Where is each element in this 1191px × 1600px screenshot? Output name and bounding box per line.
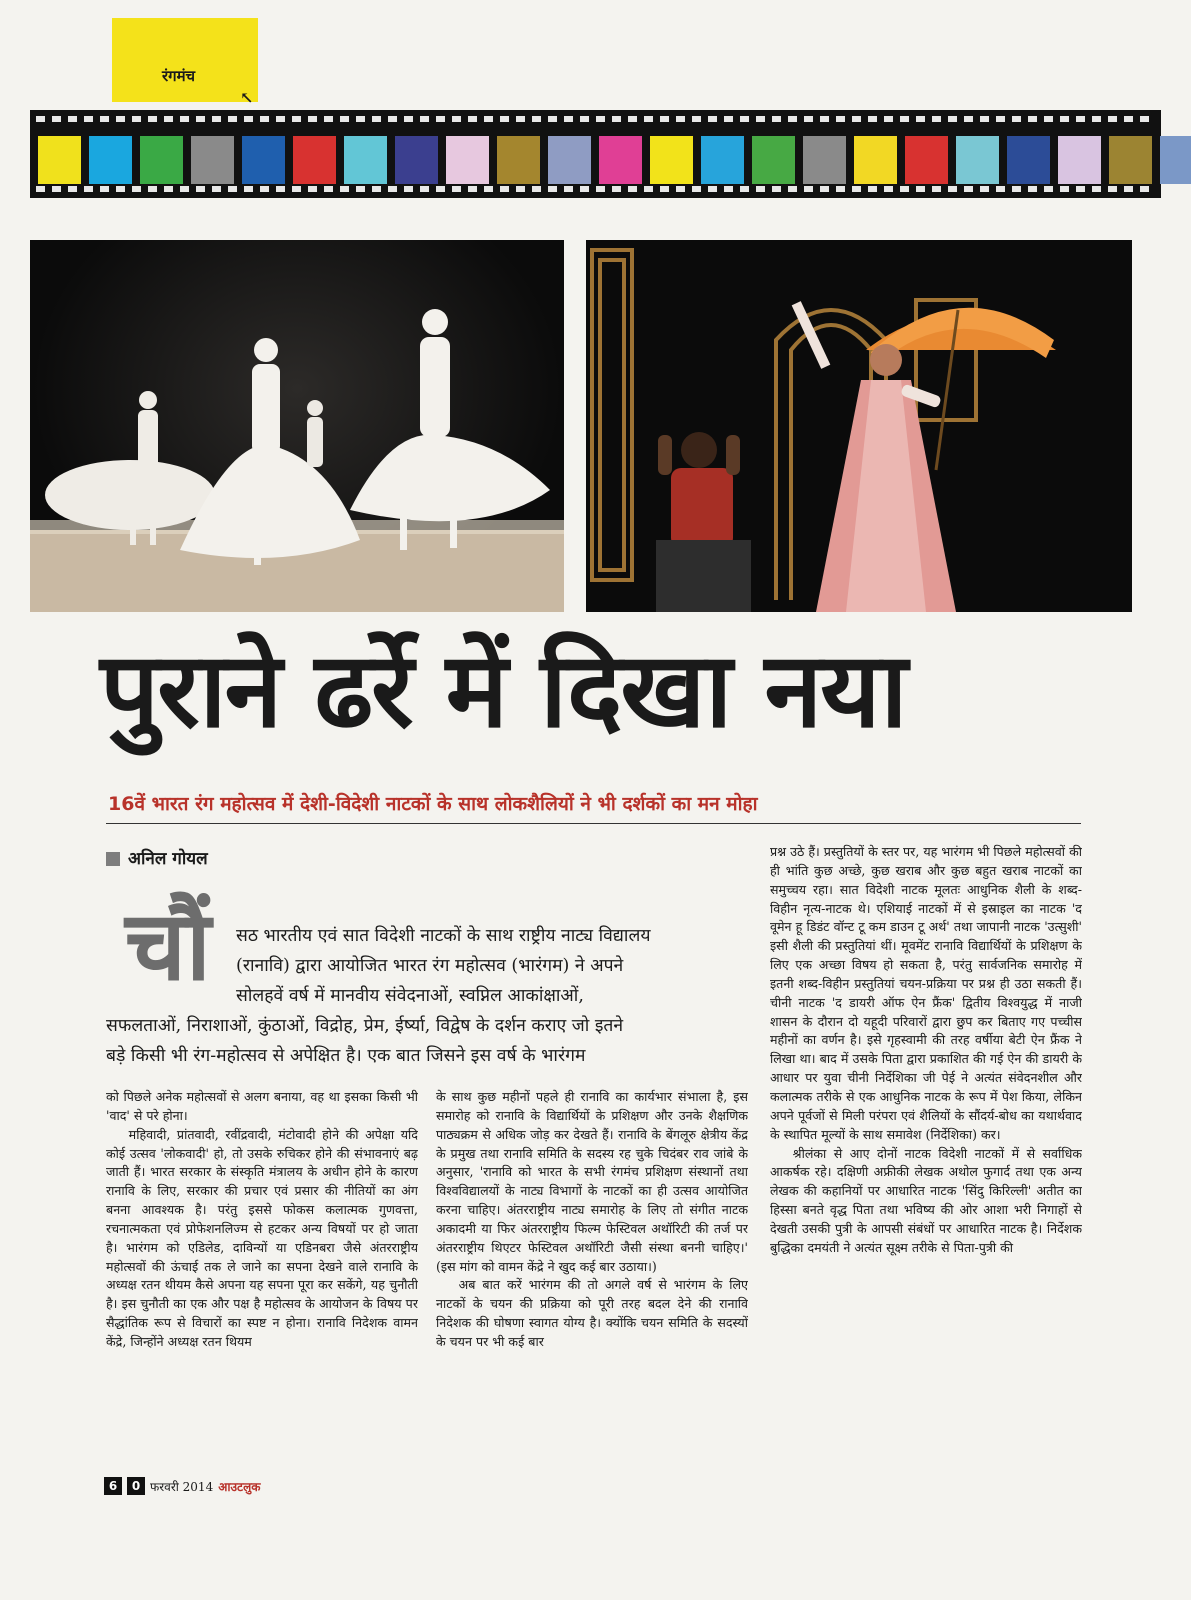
col3-paragraph-1: प्रश्न उठे हैं। प्रस्तुतियों के स्तर पर, यह भारंगम भी पिछले महोत्सवों की ही भांति कुछ अच्छे, कुछ खराब और कुछ बहुत खराब नाटकों का समुच्चय रहा। सात विदेशी नाटक मूलतः आधुनिक शैली के शब्द-विहीन नृत्य-नाटक थे। एशियाई नाटकों में से इस्राइल का नाटक 'द वूमेन हू डिडंट वॉन्ट टू कम डाउन टू अर्थ' तथा जापानी नाटक 'उत्सुशी' इसी शैली की प्रस्तुतियां थीं। मूवमेंट रानावि विद्यार्थियों के प्रशिक्षण के लिए एक अच्छा विषय हो सकता है, परंतु सार्वजनिक समारोह में इतनी शब्द-विहीन प्रस्तुतियां चयन-प्रक्रिया पर प्रश्न ही उठा सकती हैं। चीनी नाटक 'द डायरी ऑफ ऐन फ्रैंक' द्वितीय विश्वयुद्ध में नाजी शासन के दौरान दो यहूदी परिवारों द्वारा छुप कर बिताए गए पच्चीस महीनों का वर्णन है। इसे गृहस्वामी की तरह वर्षीया बेटी ऐन फ्रैंक ने लिखा था। बाद में उसके पिता द्वारा प्रकाशित की गई ऐन की डायरी के आधार पर युवा चीनी निर्देशिका जी पेई ने अत्यंत संवेदनशील और कलात्मक तरीके से एक आधुनिक नाटक के रूप में पेश किया, लेकिन अपने पूर्वजों से मिली परंपरा एवं शैलियों के सौंदर्य-बोध का यथार्थवाद के स्थापित मूल्यों के साथ समावेश (निर्देशिका) कर। [770,844,1082,1142]
page-number-digit-1: 6 [104,1477,122,1495]
sprocket-hole [1012,186,1021,192]
sprocket-hole [1140,116,1149,122]
sprocket-hole [1028,116,1037,122]
sprocket-hole [404,186,413,192]
color-swatch [956,136,999,184]
arrow-icon: ↖ [240,88,254,107]
sprocket-hole [244,186,253,192]
sprocket-hole [804,186,813,192]
color-swatch [803,136,846,184]
sprocket-hole [692,186,701,192]
sprocket-hole [852,186,861,192]
sprocket-hole [980,186,989,192]
sprocket-hole [772,186,781,192]
sprocket-hole [708,186,717,192]
sprocket-hole [1108,116,1117,122]
sprocket-hole [948,186,957,192]
sprocket-hole [100,186,109,192]
sprocket-hole [196,116,205,122]
sprocket-hole [724,186,733,192]
article-column-2 [436,1088,748,1468]
film-holes-bottom [30,185,1161,193]
sprocket-hole [596,116,605,122]
sprocket-hole [1044,116,1053,122]
sprocket-hole [628,116,637,122]
sprocket-hole [36,186,45,192]
color-swatch [1058,136,1101,184]
sprocket-hole [580,116,589,122]
headline: पुराने ढर्रे में दिखा नया [100,629,906,751]
color-swatch [599,136,642,184]
sprocket-hole [900,116,909,122]
sprocket-hole [868,186,877,192]
sprocket-hole [612,116,621,122]
byline-icon [106,852,120,866]
sprocket-hole [964,116,973,122]
sprocket-hole [228,116,237,122]
sprocket-hole [276,116,285,122]
sprocket-hole [580,186,589,192]
sprocket-hole [644,116,653,122]
sprocket-hole [516,186,525,192]
sprocket-hole [932,186,941,192]
sprocket-hole [372,186,381,192]
umbrella-actors-photo [586,240,1132,612]
sprocket-hole [452,186,461,192]
sprocket-hole [404,116,413,122]
sprocket-hole [676,116,685,122]
color-swatch [38,136,81,184]
article-column-3 [770,843,1082,1471]
sprocket-hole [1092,116,1101,122]
sprocket-hole [100,116,109,122]
sprocket-hole [548,116,557,122]
sprocket-hole [532,116,541,122]
sprocket-hole [996,186,1005,192]
sprocket-hole [1028,186,1037,192]
sprocket-hole [180,116,189,122]
actors-illustration [586,240,1132,612]
sprocket-hole [1060,116,1069,122]
sprocket-hole [788,186,797,192]
sprocket-hole [260,186,269,192]
sprocket-hole [916,116,925,122]
sprocket-hole [420,186,429,192]
sprocket-hole [324,186,333,192]
color-swatch [395,136,438,184]
sprocket-hole [468,186,477,192]
sprocket-hole [52,186,61,192]
sprocket-hole [740,186,749,192]
color-swatch [191,136,234,184]
sprocket-hole [36,116,45,122]
lead-line-4: सफलताओं, निराशाओं, कुंठाओं, विद्रोह, प्रेम, ईर्ष्या, विद्वेष के दर्शन कराए जो इतने [106,1016,624,1036]
sprocket-hole [292,116,301,122]
col2-paragraph-1: के साथ कुछ महीनों पहले ही रानावि का कार्यभार संभाला है, इस समारोह को रानावि के विद्यार्थियों के प्रशिक्षण और उनके शैक्षणिक पाठ्यक्रम से अधिक जोड़ कर देखते हैं। रानावि के बेंगलूरु क्षेत्रीय केंद्र के प्रमुख तथा रानावि समिति के सदस्य रह चुके चिदंबर राव जांबे के अनुसार, 'रानावि को भारत के सभी रंगमंच प्रशिक्षण संस्थानों तथा विश्वविद्यालयों के नाट्य विभागों के नाटकों का ही उत्सव आयोजित करना चाहिए। अंतरराष्ट्रीय नाट्य समारोह के लिए तो संगीत नाटक अकादमी या फिर अंतरराष्ट्रीय फिल्म फेस्टिवल अथॉरिटी की तर्ज पर अंतरराष्ट्रीय थिएटर फेस्टिवल अथॉरिटी जैसी संस्था बननी चाहिए।' (इस मांग को वामन केंद्रे ने खुद कई बार उठाया।) [436,1089,748,1274]
sprocket-hole [196,186,205,192]
sprocket-hole [596,186,605,192]
sprocket-hole [324,116,333,122]
page-number-digit-2: 0 [127,1477,145,1495]
magazine-brand: आउटलुक [218,1479,261,1494]
sprocket-hole [772,116,781,122]
sprocket-hole [228,186,237,192]
sprocket-hole [836,116,845,122]
section-label: रंगमंच [162,67,196,85]
color-swatch [497,136,540,184]
sprocket-hole [948,116,957,122]
sprocket-hole [1124,116,1133,122]
color-swatch [1160,136,1191,184]
film-holes-top [30,115,1161,123]
section-tag [112,18,258,107]
sprocket-hole [660,116,669,122]
sprocket-hole [756,186,765,192]
sprocket-hole [180,186,189,192]
color-swatches [38,136,1191,184]
sprocket-hole [644,186,653,192]
sprocket-hole [500,116,509,122]
white-dancers-photo [30,240,564,612]
sprocket-hole [116,116,125,122]
sprocket-hole [1060,186,1069,192]
sprocket-hole [756,116,765,122]
sprocket-hole [628,186,637,192]
sprocket-hole [372,116,381,122]
color-swatch [650,136,693,184]
color-swatch [1007,136,1050,184]
sprocket-hole [164,186,173,192]
sprocket-hole [148,116,157,122]
sprocket-hole [52,116,61,122]
article-column-1 [106,1088,418,1468]
divider-rule [106,823,1081,824]
sprocket-hole [740,116,749,122]
drop-cap: चौं [125,890,211,1002]
sprocket-hole [532,186,541,192]
sprocket-hole [84,186,93,192]
sprocket-hole [292,186,301,192]
dancers-illustration [30,240,564,612]
author-byline [106,846,208,869]
sprocket-hole [468,116,477,122]
lead-line-5: बड़े किसी भी रंग-महोत्सव से अपेक्षित है। एक बात जिसने इस वर्ष के भारंगम [106,1046,586,1066]
sprocket-hole [932,116,941,122]
sprocket-hole [1108,186,1117,192]
sprocket-hole [356,186,365,192]
sprocket-hole [388,186,397,192]
sprocket-hole [804,116,813,122]
sprocket-hole [244,116,253,122]
sprocket-hole [836,186,845,192]
sprocket-hole [724,116,733,122]
sprocket-hole [612,186,621,192]
sprocket-hole [708,116,717,122]
sprocket-hole [1044,186,1053,192]
sprocket-hole [516,116,525,122]
color-swatch [242,136,285,184]
col1-paragraph-2: महिवादी, प्रांतवादी, रवींद्रवादी, मंटोवादी होने की अपेक्षा यदि कोई उत्सव 'लोकवादी' हो, तो उसके रुचिकर होने की संभावनाएं बढ़ जाती हैं। भारत सरकार के संस्कृति मंत्रालय के अधीन होने के कारण रानावि के लिए, सरकार की प्रचार एवं प्रसार की नीतियों का अंग बनना आवश्यक है। परंतु इससे फोकस कलात्मक गुणवत्ता, रचनात्मकता एवं प्रोफेशनलिज्म से हटकर अन्य विषयों पर हो जाता है। भारंगम को एडिलेड, दाविन्यों या एडिनबरा जैसे अंतरराष्ट्रीय महोत्सवों की ऊंचाई तक ले जाने का सपना देखने वाले रानावि के अध्यक्ष रतन थीयम कैसे अपना यह सपना पूरा कर सकेंगे, यह चुनौती है। इस चुनौती का एक और पक्ष है महोत्सव के आयोजन के विषय पर सैद्धांतिक रूप से विचारों का स्पष्ट न होना। रानावि निदेशक वामन केंद्रे, जिन्होंने अध्यक्ष रतन थियम [106,1126,418,1349]
sprocket-hole [68,116,77,122]
sprocket-hole [212,186,221,192]
sprocket-hole [1076,116,1085,122]
sprocket-hole [308,186,317,192]
sprocket-hole [996,116,1005,122]
sprocket-hole [356,116,365,122]
sprocket-hole [484,116,493,122]
color-swatch [344,136,387,184]
author-name: अनिल गोयल [128,849,208,869]
col1-paragraph-1: को पिछले अनेक महोत्सवों से अलग बनाया, वह था इसका किसी भी 'वाद' से परे होना। [106,1089,418,1123]
issue-date: फरवरी 2014 [150,1479,214,1494]
sprocket-hole [1140,186,1149,192]
sprocket-hole [900,186,909,192]
lead-line-3: सोलहवें वर्ष में मानवीय संवेदनाओं, स्वप्निल आकांक्षाओं, [236,986,584,1006]
sprocket-hole [564,186,573,192]
lead-line-1: सठ भारतीय एवं सात विदेशी नाटकों के साथ राष्ट्रीय नाट्य विद्यालय [236,926,651,946]
sprocket-hole [132,116,141,122]
sprocket-hole [788,116,797,122]
color-swatch [89,136,132,184]
sprocket-hole [676,186,685,192]
color-swatch [140,136,183,184]
color-swatch [752,136,795,184]
lead-line-2: (रानावि) द्वारा आयोजित भारत रंग महोत्सव (भारंगम) ने अपने [236,956,624,976]
sprocket-hole [340,116,349,122]
subheadline: 16वें भारत रंग महोत्सव में देशी-विदेशी नाटकों के साथ लोकशैलियों ने भी दर्शकों का मन मोहा [108,793,758,815]
sprocket-hole [820,116,829,122]
filmstrip-banner [30,110,1161,198]
sprocket-hole [420,116,429,122]
sprocket-hole [564,116,573,122]
color-swatch [446,136,489,184]
color-swatch [854,136,897,184]
sprocket-hole [964,186,973,192]
color-swatch [548,136,591,184]
sprocket-hole [916,186,925,192]
sprocket-hole [852,116,861,122]
sprocket-hole [260,116,269,122]
color-swatch [701,136,744,184]
sprocket-hole [84,116,93,122]
sprocket-hole [1092,186,1101,192]
sprocket-hole [308,116,317,122]
sprocket-hole [388,116,397,122]
sprocket-hole [212,116,221,122]
sprocket-hole [980,116,989,122]
sprocket-hole [436,116,445,122]
sprocket-hole [436,186,445,192]
sprocket-hole [164,116,173,122]
sprocket-hole [692,116,701,122]
sprocket-hole [148,186,157,192]
sprocket-hole [132,186,141,192]
sprocket-hole [660,186,669,192]
sprocket-hole [484,186,493,192]
sprocket-hole [452,116,461,122]
sprocket-hole [1124,186,1133,192]
sprocket-hole [868,116,877,122]
sprocket-hole [1012,116,1021,122]
page-footer [104,1477,260,1495]
color-swatch [293,136,336,184]
sprocket-hole [68,186,77,192]
sprocket-hole [548,186,557,192]
col3-paragraph-2: श्रीलंका से आए दोनों नाटक विदेशी नाटकों में से सर्वाधिक आकर्षक रहे। दक्षिणी अफ्रीकी लेखक अथोल फुगार्द तथा एक अन्य लेखक की कहानियों पर आधारित नाटक 'सिंदु किरिल्ली' अतीत का हिस्सा बनते वृद्ध पिता तथा भविष्य की ओर आशा भरी निगाहों से देखती उसकी पुत्री के आपसी संबंधों पर आधारित नाटक है। निर्देशक बुद्धिका दमयंती ने अत्यंत सूक्ष्म तरीके से पिता-पुत्री की [770,1145,1082,1255]
sprocket-hole [820,186,829,192]
sprocket-hole [1076,186,1085,192]
sprocket-hole [340,186,349,192]
sprocket-hole [884,186,893,192]
sprocket-hole [116,186,125,192]
col2-paragraph-2: अब बात करें भारंगम की तो अगले वर्ष से भारंगम के लिए नाटकों के चयन की प्रक्रिया को पूरी तरह बदल देने की रानावि निदेशक की घोषणा स्वागत योग्य है। क्योंकि चयन समिति के सदस्यों के चयन पर भी कई बार [436,1277,748,1349]
sprocket-hole [276,186,285,192]
color-swatch [905,136,948,184]
sprocket-hole [500,186,509,192]
color-swatch [1109,136,1152,184]
sprocket-hole [884,116,893,122]
